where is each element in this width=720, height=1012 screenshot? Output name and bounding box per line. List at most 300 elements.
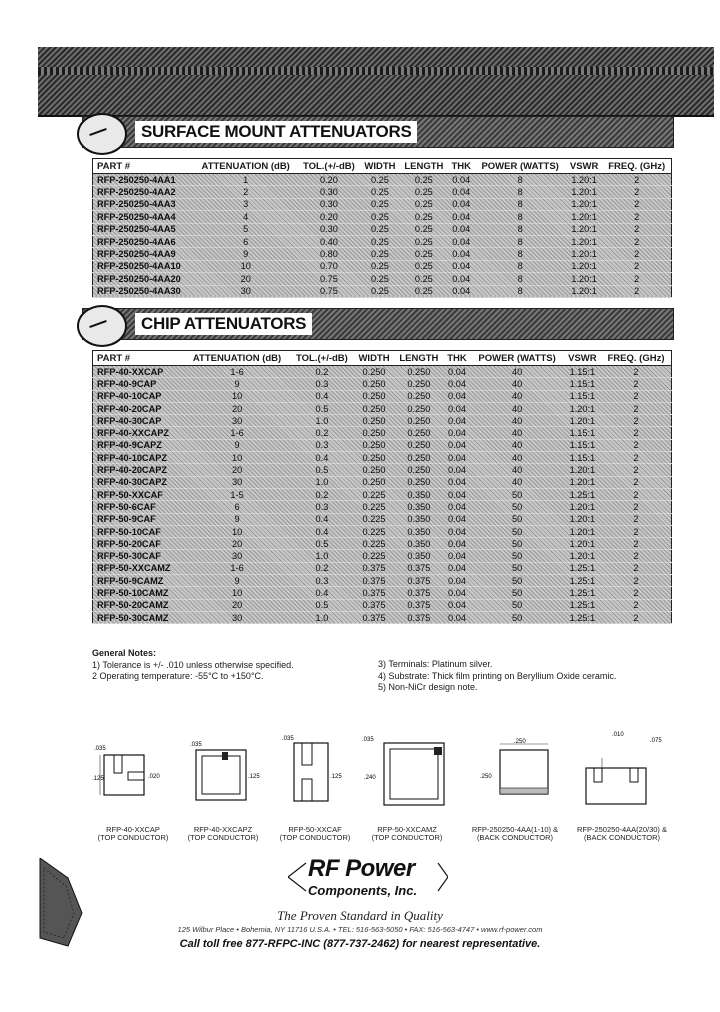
table-cell: 0.250: [354, 427, 394, 439]
table-cell: 0.350: [394, 501, 443, 513]
table-row: [93, 488, 672, 500]
table-cell: 2: [601, 390, 672, 402]
table-cell: 1.20:1: [564, 525, 601, 537]
table-cell: 0.250: [354, 402, 394, 414]
part-number-cell: RFP-250250-4AA3: [93, 198, 194, 210]
table-row: [93, 285, 672, 297]
column-header: LENGTH: [400, 159, 448, 174]
table-row: [93, 390, 672, 402]
table-cell: 10: [194, 260, 298, 272]
table-cell: 0.250: [354, 390, 394, 402]
part-number-cell: RFP-50-30CAF: [93, 550, 185, 562]
table-cell: 0.375: [354, 611, 394, 623]
table-cell: 0.04: [444, 402, 471, 414]
table-cell: 0.25: [360, 235, 399, 247]
table-row: [93, 415, 672, 427]
table-cell: 0.25: [400, 273, 448, 285]
table-cell: 1.20:1: [566, 211, 603, 223]
table-cell: 0.30: [298, 223, 361, 235]
svg-text:.035: .035: [190, 742, 202, 748]
table-cell: 0.225: [354, 525, 394, 537]
table-cell: 1.20:1: [564, 402, 601, 414]
table-cell: 2: [601, 525, 672, 537]
table-cell: 1.0: [290, 550, 354, 562]
part-number-cell: RFP-40-20CAP: [93, 402, 185, 414]
svg-text:.240: .240: [364, 775, 376, 781]
table-cell: 50: [470, 538, 563, 550]
table-cell: 20: [184, 464, 290, 476]
table-header-row: [93, 351, 672, 366]
table-row: [93, 452, 672, 464]
table-cell: 1-5: [184, 488, 290, 500]
table-cell: 2: [602, 198, 671, 210]
table-cell: 2: [194, 186, 298, 198]
logo-sub-text: Components, Inc.: [308, 883, 418, 898]
table-cell: 10: [184, 525, 290, 537]
table-cell: 2: [602, 211, 671, 223]
svg-text:.250: .250: [480, 774, 492, 780]
table-cell: 0.350: [394, 488, 443, 500]
table-cell: 9: [184, 378, 290, 390]
table-body: [93, 366, 672, 624]
column-header: ATTENUATION (dB): [194, 159, 298, 174]
table-row: [93, 525, 672, 537]
table-cell: 0.3: [290, 378, 354, 390]
part-number-cell: RFP-250250-4AA5: [93, 223, 194, 235]
table-row: [93, 501, 672, 513]
column-header: PART #: [93, 351, 185, 366]
table-cell: 0.04: [448, 248, 474, 260]
table-cell: 0.04: [444, 464, 471, 476]
note-item: 2 Operating temperature: -55°C to +150°C.: [92, 671, 264, 681]
table-cell: 0.25: [360, 285, 399, 297]
table-cell: 1.15:1: [564, 378, 601, 390]
table-cell: 0.04: [444, 525, 471, 537]
table-cell: 0.225: [354, 538, 394, 550]
table-cell: 2: [601, 402, 672, 414]
table-cell: 0.250: [354, 378, 394, 390]
table-cell: 0.25: [360, 186, 399, 198]
table-cell: 2: [601, 550, 672, 562]
part-number-cell: RFP-40-10CAP: [93, 390, 185, 402]
svg-text:.035: .035: [362, 737, 374, 743]
table-cell: 2: [602, 174, 671, 186]
table-cell: 50: [470, 599, 563, 611]
table-row: [93, 538, 672, 550]
table-cell: 0.25: [400, 211, 448, 223]
part-number-cell: RFP-50-30CAMZ: [93, 611, 185, 623]
table-cell: 2: [601, 452, 672, 464]
table-cell: 2: [601, 538, 672, 550]
table-cell: 50: [470, 611, 563, 623]
table-cell: 0.250: [394, 427, 443, 439]
table-cell: 9: [184, 575, 290, 587]
note-item: 5) Non-NiCr design note.: [378, 682, 478, 692]
part-number-cell: RFP-40-30CAP: [93, 415, 185, 427]
diagram-rfp-250250-4aa-1-10: [478, 738, 568, 823]
section-emblem-icon: [77, 113, 127, 155]
table-cell: 50: [470, 562, 563, 574]
table-cell: 40: [470, 378, 563, 390]
table-cell: 1.25:1: [564, 599, 601, 611]
table-row: [93, 427, 672, 439]
table-cell: 8: [474, 211, 565, 223]
table-row: [93, 476, 672, 488]
table-cell: 2: [602, 186, 671, 198]
table-cell: 50: [470, 587, 563, 599]
table-cell: 2: [601, 501, 672, 513]
table-cell: 2: [601, 439, 672, 451]
table-cell: 50: [470, 513, 563, 525]
diagram-rfp-40-xxcapz: [188, 738, 268, 818]
table-cell: 0.25: [360, 211, 399, 223]
company-logo: [288, 855, 448, 910]
table-cell: 1.20:1: [566, 248, 603, 260]
table-row: [93, 550, 672, 562]
chip-title: CHIP ATTENUATORS: [135, 313, 312, 335]
table-cell: 0.25: [360, 223, 399, 235]
table-cell: 0.04: [448, 174, 474, 186]
column-header: TOL.(+/-dB): [290, 351, 354, 366]
table-cell: 0.30: [298, 198, 361, 210]
part-number-cell: RFP-250250-4AA9: [93, 248, 194, 260]
svg-text:.125: .125: [92, 776, 104, 782]
table-cell: 8: [474, 198, 565, 210]
table-row: [93, 402, 672, 414]
table-cell: 1.0: [290, 415, 354, 427]
table-row: [93, 575, 672, 587]
table-cell: 0.25: [400, 198, 448, 210]
diagram-rfp-250250-4aa-20-30: [566, 728, 676, 823]
table-row: [93, 235, 672, 247]
table-cell: 0.25: [400, 223, 448, 235]
table-cell: 2: [602, 248, 671, 260]
table-row: [93, 248, 672, 260]
svg-text:.075: .075: [650, 738, 662, 744]
column-header: VSWR: [564, 351, 601, 366]
part-number-cell: RFP-50-XXCAF: [93, 488, 185, 500]
table-cell: 0.5: [290, 464, 354, 476]
part-number-cell: RFP-50-6CAF: [93, 501, 185, 513]
table-cell: 1.20:1: [566, 223, 603, 235]
table-cell: 40: [470, 476, 563, 488]
table-cell: 0.04: [444, 587, 471, 599]
part-number-cell: RFP-50-20CAF: [93, 538, 185, 550]
table-cell: 0.250: [394, 378, 443, 390]
table-cell: 1.20:1: [564, 538, 601, 550]
svg-text:.010: .010: [612, 732, 624, 738]
table-row: [93, 599, 672, 611]
part-number-cell: RFP-50-20CAMZ: [93, 599, 185, 611]
svg-text:.035: .035: [94, 746, 106, 752]
column-header: FREQ. (GHz): [602, 159, 671, 174]
table-cell: 0.2: [290, 427, 354, 439]
table-cell: 0.04: [448, 235, 474, 247]
table-cell: 20: [194, 273, 298, 285]
table-cell: 0.80: [298, 248, 361, 260]
part-number-cell: RFP-40-10CAPZ: [93, 452, 185, 464]
table-cell: 3: [194, 198, 298, 210]
toll-free-callout: Call toll free 877-RFPC-INC (877-737-2462) for nearest representative.: [179, 938, 541, 950]
notes-left: [92, 648, 362, 683]
table-header-row: [93, 159, 672, 174]
table-cell: 40: [470, 402, 563, 414]
table-cell: 0.250: [354, 476, 394, 488]
chip-header: [82, 308, 674, 340]
table-cell: 0.04: [444, 611, 471, 623]
table-cell: 0.04: [448, 198, 474, 210]
table-cell: 2: [601, 562, 672, 574]
part-number-cell: RFP-250250-4AA30: [93, 285, 194, 297]
table-cell: 0.25: [360, 174, 399, 186]
table-cell: 0.25: [400, 285, 448, 297]
table-cell: 0.75: [298, 285, 361, 297]
table-cell: 0.375: [354, 599, 394, 611]
table-cell: 0.04: [444, 562, 471, 574]
table-cell: 1-6: [184, 562, 290, 574]
table-cell: 0.4: [290, 452, 354, 464]
table-cell: 0.04: [444, 501, 471, 513]
table-cell: 0.225: [354, 501, 394, 513]
table-cell: 0.25: [360, 273, 399, 285]
table-cell: 8: [474, 260, 565, 272]
part-number-cell: RFP-250250-4AA6: [93, 235, 194, 247]
table-row: [93, 186, 672, 198]
table-cell: 0.5: [290, 402, 354, 414]
table-cell: 8: [474, 186, 565, 198]
part-number-cell: RFP-40-20CAPZ: [93, 464, 185, 476]
table-cell: 40: [470, 427, 563, 439]
table-cell: 0.25: [360, 260, 399, 272]
table-cell: 1.20:1: [566, 235, 603, 247]
table-row: [93, 562, 672, 574]
table-cell: 2: [602, 273, 671, 285]
table-cell: 9: [194, 248, 298, 260]
table-row: [93, 366, 672, 378]
diagram-rfp-50-xxcaf: [280, 733, 360, 823]
table-cell: 0.20: [298, 174, 361, 186]
table-cell: 1.20:1: [566, 273, 603, 285]
part-number-cell: RFP-250250-4AA10: [93, 260, 194, 272]
table-cell: 0.350: [394, 525, 443, 537]
table-cell: 2: [602, 235, 671, 247]
table-cell: 1.15:1: [564, 366, 601, 378]
table-cell: 0.375: [394, 599, 443, 611]
table-cell: 0.3: [290, 439, 354, 451]
table-cell: 4: [194, 211, 298, 223]
diagram-label: RFP-50-XXCAF (TOP CONDUCTOR): [279, 825, 351, 842]
table-row: [93, 211, 672, 223]
table-cell: 1.20:1: [564, 550, 601, 562]
table-cell: 0.04: [444, 513, 471, 525]
table-cell: 2: [601, 599, 672, 611]
table-cell: 2: [601, 611, 672, 623]
table-cell: 10: [184, 452, 290, 464]
diagram-label: RFP-250250-4AA(20/30) & (BACK CONDUCTOR): [576, 825, 668, 842]
table-cell: 1.25:1: [564, 488, 601, 500]
part-number-cell: RFP-40-XXCAP: [93, 366, 185, 378]
table-cell: 30: [184, 415, 290, 427]
table-cell: 10: [184, 390, 290, 402]
table-cell: 1-6: [184, 427, 290, 439]
table-cell: 9: [184, 513, 290, 525]
table-cell: 1.25:1: [564, 587, 601, 599]
column-header: FREQ. (GHz): [601, 351, 672, 366]
table-cell: 1.20:1: [566, 198, 603, 210]
table-cell: 2: [601, 587, 672, 599]
table-cell: 1.20:1: [566, 260, 603, 272]
company-address: 125 Wilbur Place • Bohemia, NY 11716 U.S.A. • TEL: 516-563-5050 • FAX: 516-563-4747 • www.rf-power.com: [177, 925, 543, 934]
table-row: [93, 198, 672, 210]
table-cell: 2: [601, 488, 672, 500]
table-cell: 0.04: [448, 273, 474, 285]
table-row: [93, 174, 672, 186]
table-cell: 0.225: [354, 513, 394, 525]
table-cell: 1.20:1: [566, 174, 603, 186]
table-cell: 2: [601, 415, 672, 427]
table-cell: 0.04: [444, 538, 471, 550]
table-cell: 6: [194, 235, 298, 247]
table-cell: 40: [470, 464, 563, 476]
table-cell: 0.375: [354, 587, 394, 599]
table-cell: 0.2: [290, 366, 354, 378]
table-cell: 0.250: [354, 464, 394, 476]
table-cell: 1.20:1: [564, 415, 601, 427]
table-cell: 1.15:1: [564, 452, 601, 464]
table-cell: 0.25: [360, 198, 399, 210]
table-cell: 0.225: [354, 488, 394, 500]
table-cell: 0.04: [444, 452, 471, 464]
table-cell: 0.225: [354, 550, 394, 562]
table-cell: 0.350: [394, 550, 443, 562]
table-cell: 0.5: [290, 538, 354, 550]
table-cell: 0.25: [360, 248, 399, 260]
chip-table: [92, 350, 672, 624]
table-cell: 2: [601, 575, 672, 587]
column-header: THK: [448, 159, 474, 174]
table-cell: 0.250: [394, 439, 443, 451]
table-cell: 0.250: [354, 452, 394, 464]
note-item: 4) Substrate: Thick film printing on Beryllium Oxide ceramic.: [378, 670, 617, 681]
table-cell: 0.04: [444, 427, 471, 439]
table-cell: 0.250: [394, 415, 443, 427]
table-cell: 40: [470, 415, 563, 427]
table-cell: 30: [184, 476, 290, 488]
table-cell: 1.20:1: [564, 513, 601, 525]
table-cell: 1.20:1: [566, 186, 603, 198]
logo-main-text: RF Power: [308, 855, 415, 882]
table-cell: 0.250: [394, 402, 443, 414]
part-number-cell: RFP-40-9CAPZ: [93, 439, 185, 451]
table-row: [93, 223, 672, 235]
table-cell: 0.04: [444, 390, 471, 402]
table-cell: 0.375: [394, 611, 443, 623]
table-cell: 0.250: [354, 366, 394, 378]
column-header: WIDTH: [360, 159, 399, 174]
table-cell: 1.25:1: [564, 575, 601, 587]
table-cell: 8: [474, 248, 565, 260]
table-cell: 0.250: [354, 415, 394, 427]
table-cell: 40: [470, 452, 563, 464]
table-cell: 0.375: [394, 587, 443, 599]
table-cell: 30: [184, 550, 290, 562]
svg-text:.035: .035: [282, 736, 294, 742]
table-cell: 50: [470, 501, 563, 513]
table-cell: 0.04: [448, 285, 474, 297]
table-cell: 0.2: [290, 562, 354, 574]
table-cell: 0.04: [448, 186, 474, 198]
table-cell: 2: [601, 513, 672, 525]
header-banner: [38, 47, 714, 117]
table-row: [93, 260, 672, 272]
table-cell: 2: [602, 223, 671, 235]
table-cell: 0.70: [298, 260, 361, 272]
table-cell: 0.40: [298, 235, 361, 247]
table-cell: 0.75: [298, 273, 361, 285]
table-cell: 6: [184, 501, 290, 513]
notes-heading: General Notes:: [92, 648, 157, 658]
column-header: ATTENUATION (dB): [184, 351, 290, 366]
surface-mount-header: [82, 116, 674, 148]
column-header: THK: [444, 351, 471, 366]
table-cell: 0.04: [444, 575, 471, 587]
table-cell: 0.04: [448, 211, 474, 223]
column-header: PART #: [93, 159, 194, 174]
table-cell: 1.20:1: [564, 501, 601, 513]
table-cell: 50: [470, 488, 563, 500]
table-cell: 0.04: [444, 366, 471, 378]
table-cell: 0.4: [290, 390, 354, 402]
diagram-label: RFP-50-XXCAMZ (TOP CONDUCTOR): [371, 825, 443, 842]
svg-text:.020: .020: [148, 774, 160, 780]
table-cell: 0.2: [290, 488, 354, 500]
part-number-cell: RFP-50-9CAMZ: [93, 575, 185, 587]
table-cell: 0.250: [394, 452, 443, 464]
table-cell: 0.20: [298, 211, 361, 223]
table-cell: 0.25: [400, 186, 448, 198]
table-cell: 0.04: [444, 378, 471, 390]
table-cell: 0.25: [400, 235, 448, 247]
table-cell: 50: [470, 575, 563, 587]
svg-text:.250: .250: [514, 739, 526, 745]
table-cell: 0.04: [444, 488, 471, 500]
table-cell: 1.25:1: [564, 611, 601, 623]
table-cell: 0.5: [290, 599, 354, 611]
table-cell: 0.4: [290, 513, 354, 525]
table-cell: 40: [470, 390, 563, 402]
table-row: [93, 587, 672, 599]
table-cell: 0.25: [400, 260, 448, 272]
surface-mount-title: SURFACE MOUNT ATTENUATORS: [135, 121, 417, 143]
part-number-cell: RFP-40-XXCAPZ: [93, 427, 185, 439]
table-row: [93, 378, 672, 390]
part-number-cell: RFP-250250-4AA4: [93, 211, 194, 223]
part-number-cell: RFP-40-30CAPZ: [93, 476, 185, 488]
table-cell: 8: [474, 223, 565, 235]
diagram-rfp-40-xxcap: [92, 740, 172, 820]
column-header: WIDTH: [354, 351, 394, 366]
column-header: POWER (WATTS): [470, 351, 563, 366]
table-cell: 30: [194, 285, 298, 297]
table-row: [93, 611, 672, 623]
table-cell: 1.25:1: [564, 562, 601, 574]
company-tagline: The Proven Standard in Quality: [277, 908, 443, 923]
table-cell: 0.4: [290, 525, 354, 537]
column-header: VSWR: [566, 159, 603, 174]
table-cell: 2: [601, 366, 672, 378]
diagram-label: RFP-40-XXCAPZ (TOP CONDUCTOR): [187, 825, 259, 842]
table-cell: 0.04: [448, 260, 474, 272]
